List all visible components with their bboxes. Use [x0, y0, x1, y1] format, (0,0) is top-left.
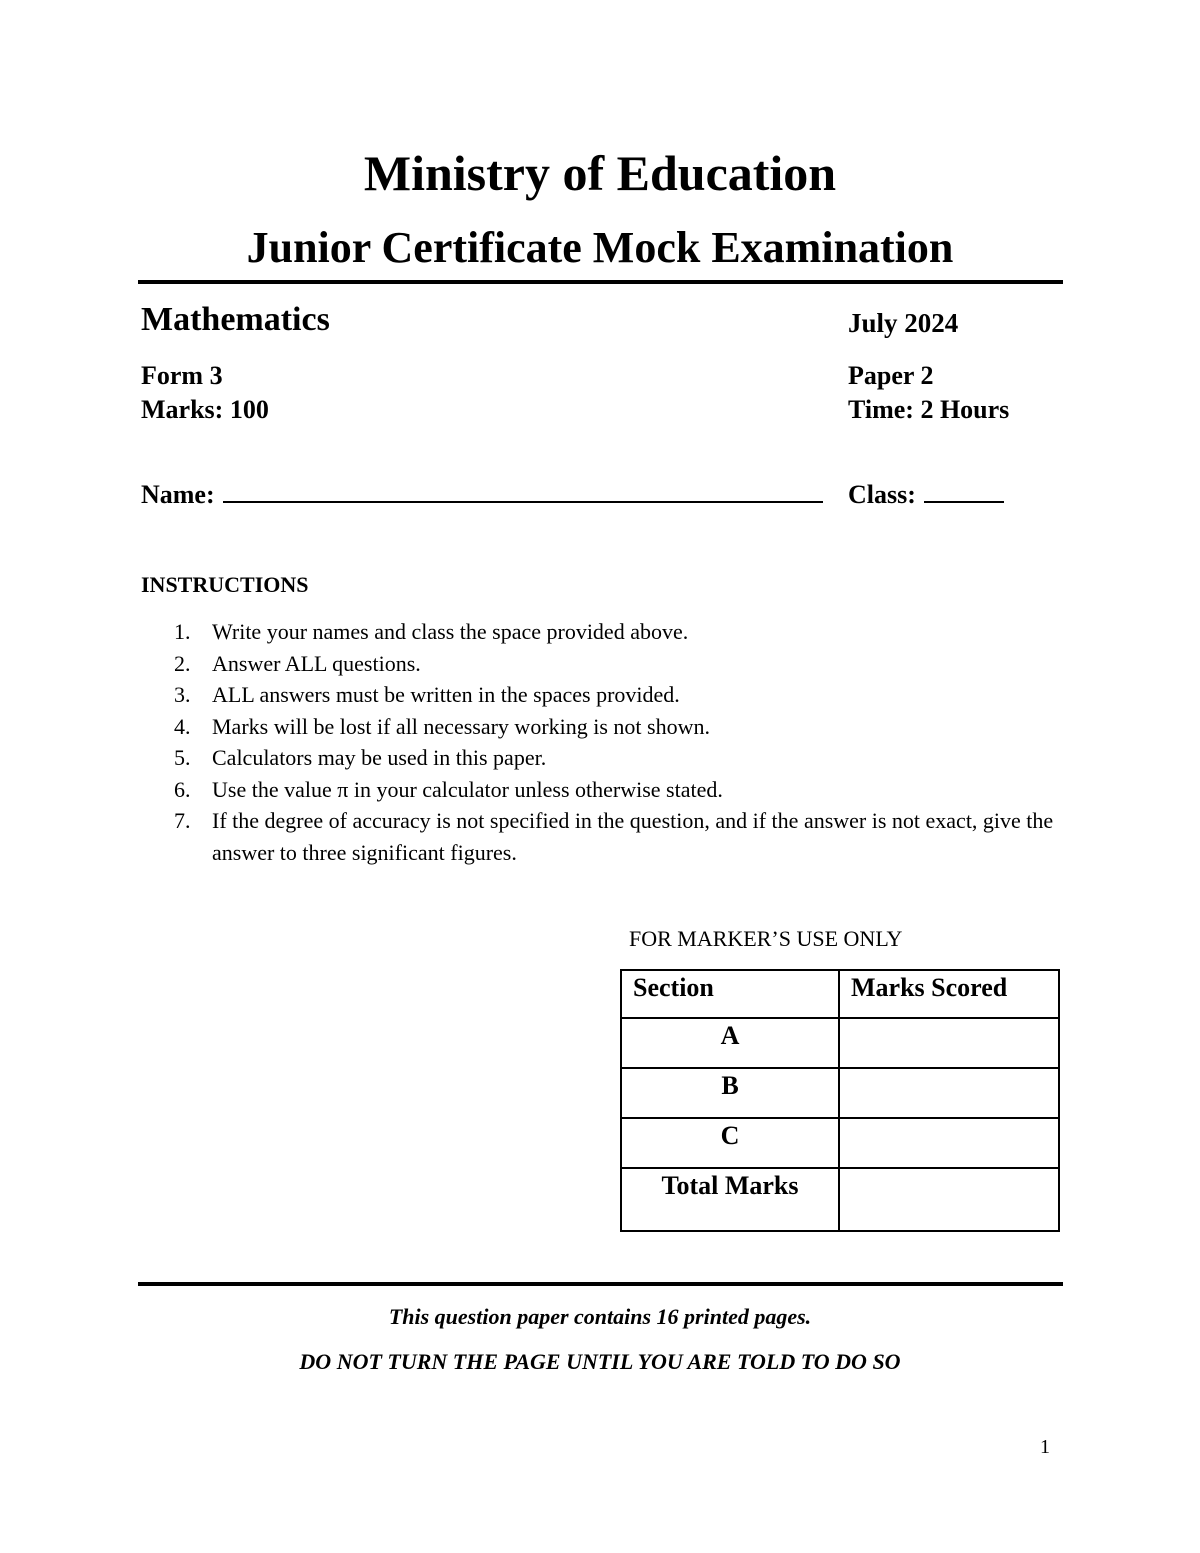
table-row-total [621, 1168, 1059, 1231]
footer-divider [138, 1282, 1063, 1286]
list-item-text: Calculators may be used in this paper. [212, 745, 547, 770]
table-row [621, 1068, 1059, 1118]
paper-label: Paper 2 [848, 361, 934, 390]
list-item-text: Answer ALL questions. [212, 650, 421, 676]
list-item [141, 774, 1061, 806]
table-header-row [621, 970, 1059, 1018]
section-cell: Total Marks [621, 1168, 839, 1231]
list-item-number: 2. [174, 650, 191, 676]
marks-label: Marks: 100 [141, 395, 269, 424]
header-divider [138, 280, 1063, 284]
section-cell: B [621, 1068, 839, 1118]
list-item-text: If the degree of accuracy is not specified in the question, and if the answer is not exact, give the answer to three significant figures. [212, 808, 1054, 865]
time-label: Time: 2 Hours [848, 395, 1010, 424]
instructions-heading: INSTRUCTIONS [141, 572, 309, 597]
name-field[interactable] [141, 479, 823, 511]
class-field-label: Class: [848, 480, 916, 509]
list-item [141, 805, 1061, 868]
column-header-section: Section [621, 970, 839, 1018]
list-item-number: 5. [174, 745, 191, 770]
marks-cell[interactable] [839, 1168, 1059, 1231]
page-number: 1 [1040, 1436, 1050, 1458]
list-item-text: ALL answers must be written in the spaces provided. [212, 682, 680, 707]
list-item-number: 4. [174, 713, 191, 739]
exam-title: Junior Certificate Mock Examination [246, 223, 954, 272]
turn-page-warning: DO NOT TURN THE PAGE UNTIL YOU ARE TOLD TO DO SO [299, 1349, 901, 1374]
name-field-line[interactable] [223, 481, 823, 503]
list-item [141, 742, 1061, 774]
list-item [141, 648, 1061, 680]
column-header-marks: Marks Scored [839, 970, 1059, 1018]
class-field-line[interactable] [924, 481, 1004, 503]
marks-cell[interactable] [839, 1118, 1059, 1168]
ministry-title: Ministry of Education [363, 145, 837, 201]
list-item-number: 7. [174, 808, 191, 833]
list-item-text: Use the value π in your calculator unless otherwise stated. [212, 776, 723, 802]
list-item-text: Write your names and class the space provided above. [212, 619, 689, 644]
marker-use-heading: FOR MARKER’S USE ONLY [629, 926, 903, 951]
class-field[interactable] [848, 479, 1004, 511]
list-item-number: 3. [174, 682, 191, 707]
marks-cell[interactable] [839, 1068, 1059, 1118]
list-item-text: Marks will be lost if all necessary working is not shown. [212, 713, 710, 739]
section-cell: A [621, 1018, 839, 1068]
table-row [621, 1118, 1059, 1168]
list-item [141, 616, 1061, 648]
name-field-label: Name: [141, 480, 215, 509]
list-item-number: 1. [174, 619, 191, 644]
pages-note: This question paper contains 16 printed pages. [388, 1304, 812, 1329]
table-row [621, 1018, 1059, 1068]
list-item-number: 6. [174, 776, 191, 802]
instructions-list [141, 616, 1061, 868]
subject-label: Mathematics [141, 301, 330, 338]
exam-date: July 2024 [848, 308, 959, 338]
marks-cell[interactable] [839, 1018, 1059, 1068]
section-cell: C [621, 1118, 839, 1168]
form-label: Form 3 [141, 361, 223, 390]
list-item [141, 679, 1061, 711]
marks-table [620, 969, 1060, 1232]
list-item [141, 711, 1061, 743]
